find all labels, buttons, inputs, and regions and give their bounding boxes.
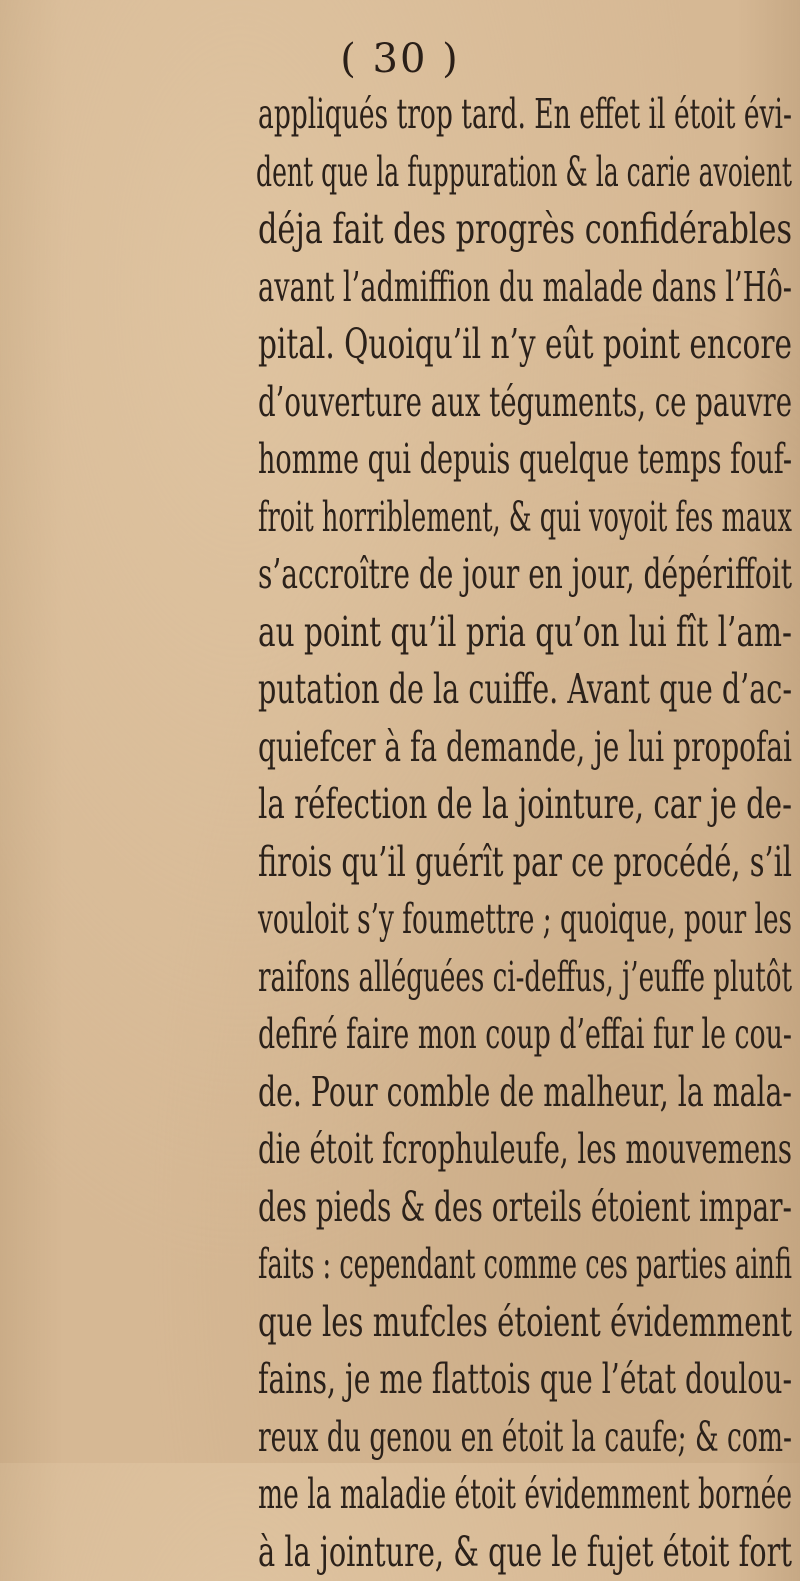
text-line: pital. Quoiqu’il n’y eût point encore	[0, 316, 800, 374]
text-line: des pieds & des orteils étoient impar-	[0, 1179, 800, 1237]
text-line: firois qu’il guérît par ce procédé, s’il	[0, 834, 800, 892]
text-line: avant l’admiffion du malade dans l’Hô-	[0, 259, 800, 317]
text-line: dent que la fuppuration & la carie avoient	[0, 144, 800, 202]
text-line: de. Pour comble de malheur, la mala-	[0, 1064, 800, 1122]
text-line: me la maladie étoit évidemment bornée	[0, 1466, 800, 1524]
text-line: à la jointure, & que le fujet étoit fort	[0, 1524, 800, 1581]
text-line: quiefcer à fa demande, je lui propofai	[0, 719, 800, 777]
text-line: faits : cependant comme ces parties ainfi	[0, 1236, 800, 1294]
text-line: reux du genou en étoit la caufe; & com-	[0, 1409, 800, 1467]
text-line: putation de la cuiffe. Avant que d’ac-	[0, 661, 800, 719]
text-line: defiré faire mon coup d’effai fur le cou-	[0, 1006, 800, 1064]
body-text	[0, 86, 800, 1581]
text-line: au point qu’il pria qu’on lui fît l’am-	[0, 604, 800, 662]
text-line: d’ouverture aux téguments, ce pauvre	[0, 374, 800, 432]
text-line: raifons alléguées ci-deffus, j’euffe plutôt	[0, 949, 800, 1007]
text-line: appliqués trop tard. En effet il étoit évi-	[0, 86, 800, 144]
text-line: vouloit s’y foumettre ; quoique, pour les	[0, 891, 800, 949]
text-line: s’accroître de jour en jour, dépériffoit	[0, 546, 800, 604]
text-line: die étoit fcrophuleufe, les mouvemens	[0, 1121, 800, 1179]
text-line: fains, je me flattois que l’état doulou-	[0, 1351, 800, 1409]
text-line: la réfection de la jointure, car je de-	[0, 776, 800, 834]
page-number-header: ( 30 )	[0, 36, 800, 82]
text-line: homme qui depuis quelque temps fouf-	[0, 431, 800, 489]
text-line: froit horriblement, & qui voyoit fes maux	[0, 489, 800, 547]
text-line: que les mufcles étoient évidemment	[0, 1294, 800, 1352]
text-line: déja fait des progrès confidérables	[0, 201, 800, 259]
